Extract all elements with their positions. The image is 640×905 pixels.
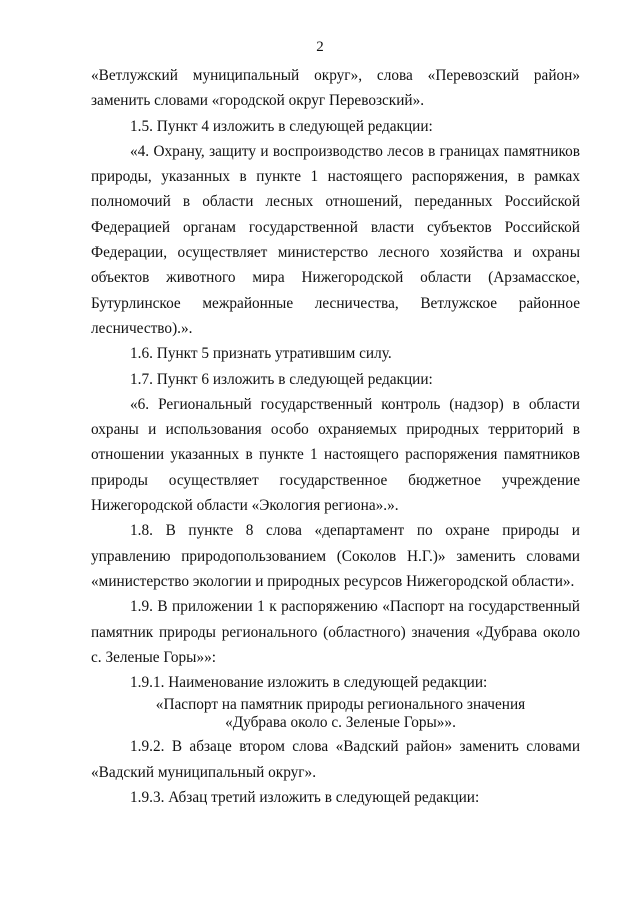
paragraph-point-4: «4. Охрану, защиту и воспроизводство лесов в границах памятников природы, указанных в пункте 1 настоящего распоряжения, в рамках полномочий в области лесных отношений, переданных Российской Федерацией органам государственной власти субъектов Российской Федерации, осуществляет министерство лесного хозяйства и охраны объектов животного мира Нижегородской области (Арзамасское, Бутурлинское межрайонные лесничества, Ветлужское районное лесничество).».	[91, 142, 580, 337]
paragraph-1-8: 1.8. В пункте 8 слова «департамент по охране природы и управлению природопользованием (Соколов Н.Г.)» заменить словами «министерство экологии и природных ресурсов Нижегородской области».	[91, 522, 580, 590]
paragraph-point-6: «6. Региональный государственный контроль (надзор) в области охраны и использования особо охраняемых природных территорий в отношении указанных в пункте 1 настоящего распоряжения памятников природы осуществляет государственное бюджетное учреждение Нижегородской области «Экология региона».».	[91, 395, 580, 515]
page-number: 2	[316, 39, 324, 55]
passport-title	[91, 696, 580, 731]
paragraph-1-5: 1.5. Пункт 4 изложить в следующей редакции:	[130, 117, 433, 135]
paragraph-1-9-3: 1.9.3. Абзац третий изложить в следующей редакции:	[130, 789, 480, 807]
document-body	[91, 63, 580, 810]
paragraph-1-9-2: 1.9.2. В абзаце втором слова «Вадский район» заменить словами «Вадский муниципальный округ».	[91, 738, 580, 781]
passport-title-line-1: «Паспорт на памятник природы регионального значения	[155, 696, 526, 714]
paragraph-1-9-1: 1.9.1. Наименование изложить в следующей редакции:	[130, 674, 488, 692]
paragraph-1-9: 1.9. В приложении 1 к распоряжению «Паспорт на государственный памятник природы регионального (областного) значения «Дубрава около с. Зеленые Горы»»:	[91, 598, 580, 666]
paragraph-1-7: 1.7. Пункт 6 изложить в следующей редакции:	[130, 370, 433, 388]
paragraph-continuation: «Ветлужский муниципальный округ», слова «Перевозский район» заменить словами «городской округ Перевозский».	[91, 67, 580, 110]
paragraph-1-6: 1.6. Пункт 5 признать утратившим силу.	[130, 345, 392, 363]
passport-title-line-2: «Дубрава около с. Зеленые Горы»».	[225, 713, 456, 731]
